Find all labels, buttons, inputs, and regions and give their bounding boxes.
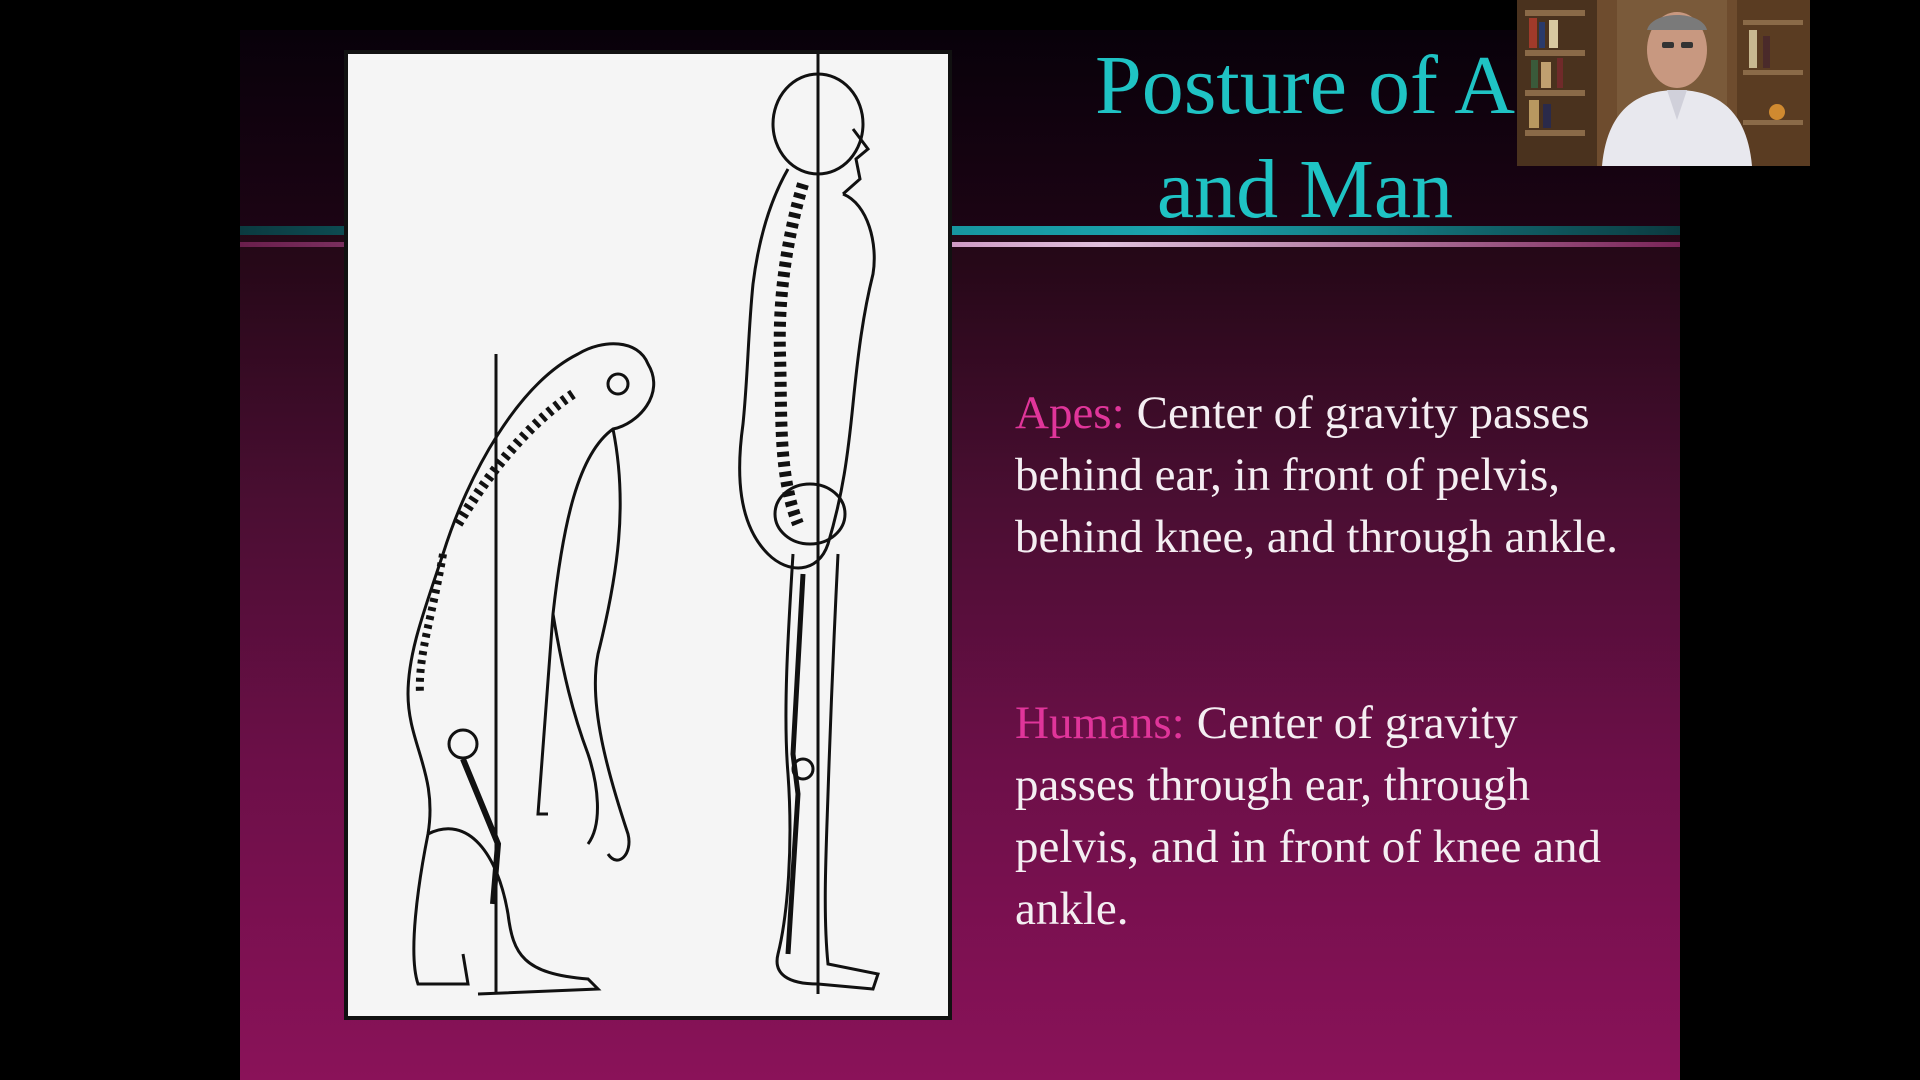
humans-text: Center of gravity passes through ear, through pelvis, and in front of knee and ankle. (1015, 697, 1602, 935)
ape-human-skeleton-illustration-icon (348, 54, 948, 1016)
presenter-video-icon (1517, 0, 1810, 166)
humans-label: Humans: (1015, 697, 1185, 749)
posture-illustration (344, 50, 952, 1020)
apes-text: Center of gravity passes behind ear, in front of pelvis, behind knee, and through ankle. (1015, 387, 1618, 563)
humans-description (1015, 692, 1635, 940)
slide-title-line1: Posture of A (1095, 39, 1515, 132)
presenter-webcam-overlay (1517, 0, 1810, 166)
human-figure-icon (740, 54, 878, 994)
apes-description (1015, 382, 1635, 568)
ape-figure-icon (408, 344, 654, 994)
slide-title-line2: and Man (1156, 143, 1454, 236)
apes-label: Apes: (1015, 387, 1125, 439)
presentation-slide (240, 30, 1680, 1080)
